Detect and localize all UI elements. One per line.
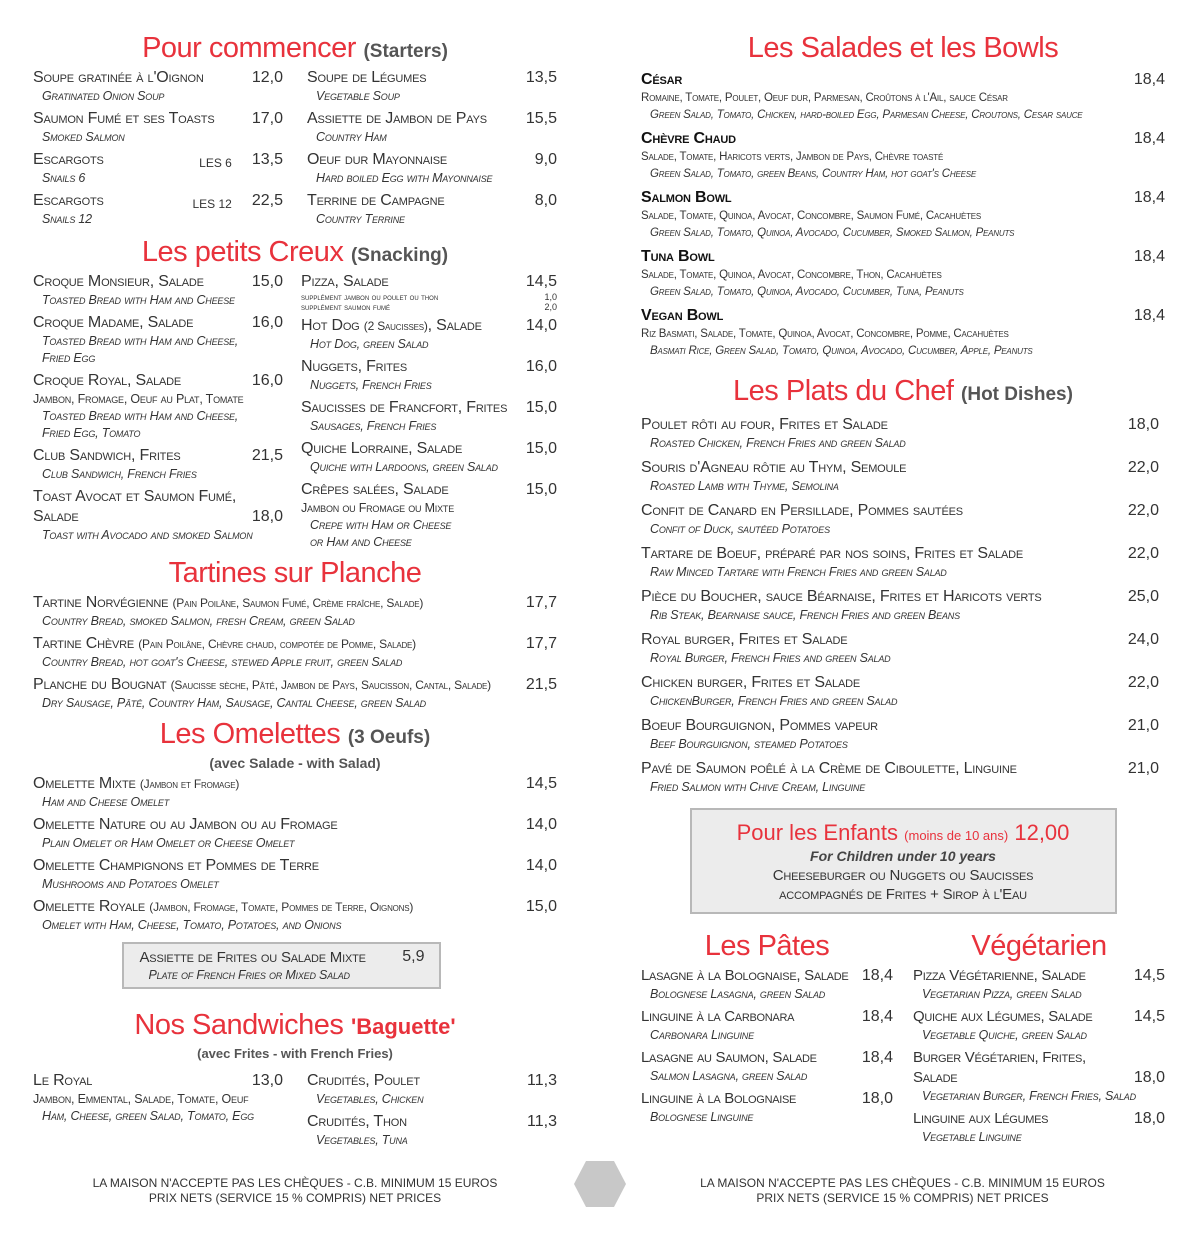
- menu-item: [641, 966, 893, 1003]
- item-name-detail: (Jambon, Fromage, Tomate, Pommes de Terre, Oignons): [149, 900, 414, 914]
- item-price: 22,5: [251, 192, 283, 209]
- menu-item: [307, 109, 557, 146]
- menu-item: [641, 458, 1159, 495]
- item-price: 18,4: [861, 1049, 893, 1066]
- menu-item: [33, 150, 283, 187]
- menu-item: [641, 716, 1159, 753]
- menu-item: [33, 68, 283, 105]
- item-english: Omelet with Ham, Cheese, Tomato, Potatoes, and Onions: [42, 918, 342, 932]
- menu-item: [307, 150, 557, 187]
- item-english: Crepe with Ham or Cheese: [310, 518, 452, 532]
- item-name: Pizza Végétarienne, Salade: [913, 967, 1086, 984]
- supplement-price: 1,0: [544, 292, 557, 302]
- sandwiches-grid: [33, 1071, 557, 1153]
- menu-item: [301, 480, 557, 551]
- item-english: Bolognese Linguine: [650, 1110, 754, 1124]
- item-english: Bolognese Lasagna, green Salad: [650, 987, 826, 1001]
- section-title-starters: Pour commencer (Starters): [142, 32, 448, 64]
- item-ingredients: Salade, Tomate, Quinoa, Avocat, Concombre, Saumon Fumé, Cacahuètes: [641, 210, 982, 222]
- item-name: Oeuf dur Mayonnaise: [307, 151, 448, 168]
- item-name: Pizza, Salade: [301, 273, 389, 290]
- item-english: Vegetables, Tuna: [316, 1133, 408, 1147]
- hexagon-ornament: [573, 1160, 627, 1208]
- sandwiches-list: [307, 1071, 557, 1153]
- snacking-grid: [33, 272, 557, 555]
- right-page: [641, 30, 1165, 1150]
- item-english: Sausages, French Fries: [310, 419, 437, 433]
- item-name: Croque Madame, Salade: [33, 314, 194, 331]
- item-price: 14,5: [525, 775, 557, 792]
- item-english: Green Salad, Tomato, Chicken, hard-boiled Egg, Parmesan Cheese, Croutons, Cesar sauce: [650, 109, 1083, 121]
- menu-item: [641, 306, 1165, 360]
- item-name: Confit de Canard en Persillade, Pommes sautées: [641, 502, 963, 519]
- sandwiches-list: [33, 1071, 283, 1153]
- item-english: Mushrooms and Potatoes Omelet: [42, 877, 219, 891]
- item-english: Beef Bourguignon, steamed Potatoes: [650, 737, 848, 751]
- item-price: 12,0: [251, 69, 283, 86]
- item-price: 15,0: [525, 481, 557, 498]
- kids-english: For Children under 10 years: [810, 848, 996, 864]
- item-price: 15,5: [525, 110, 557, 127]
- section-title-omelettes: Les Omelettes (3 Oeufs): [159, 718, 431, 750]
- menu-item: [33, 487, 283, 544]
- item-price: 13,5: [251, 151, 283, 168]
- menu-item: [641, 759, 1159, 796]
- item-name: Souris d'Agneau rôtie au Thym, Semoule: [641, 459, 907, 476]
- item-price: 18,0: [251, 508, 283, 525]
- item-price: 17,0: [251, 110, 283, 127]
- item-name: Nuggets, Frites: [301, 358, 408, 375]
- item-name: Omelette Nature ou au Jambon ou au Fromage: [33, 816, 338, 833]
- item-price: 16,0: [251, 372, 283, 389]
- item-price: 15,0: [251, 273, 283, 290]
- item-price: 18,4: [1133, 307, 1165, 324]
- item-name: Saumon Fumé et ses Toasts: [33, 110, 215, 127]
- menu-item: [641, 70, 1165, 124]
- item-price: 18,4: [1133, 130, 1165, 147]
- item-price: 18,0: [1127, 416, 1159, 433]
- item-quantity: LES 12: [192, 197, 232, 211]
- item-price: 5,9: [402, 948, 425, 965]
- menu-item: [301, 439, 557, 476]
- item-price: 22,0: [1127, 502, 1159, 519]
- item-english: Fried Salmon with Chive Cream, Linguine: [650, 780, 866, 794]
- menu-item: [33, 1071, 283, 1125]
- kids-title: Pour les Enfants (moins de 10 ans) 12,00: [736, 820, 1070, 845]
- menu-item: [33, 856, 557, 893]
- menu-item: [641, 247, 1165, 301]
- item-english: Green Salad, Tomato, Quinoa, Avocado, Cucumber, Tuna, Peanuts: [650, 286, 964, 298]
- section-title-plats: Les Plats du Chef (Hot Dishes): [733, 375, 1073, 407]
- footer-price-note: PRIX NETS (SERVICE 15 % COMPRIS) NET PRICES: [756, 1191, 1049, 1205]
- item-price: 14,5: [1133, 1008, 1165, 1025]
- item-price: 21,5: [525, 676, 557, 693]
- left-page: [33, 30, 557, 1153]
- item-price: 14,5: [525, 273, 557, 290]
- item-english: Smoked Salmon: [42, 130, 125, 144]
- item-name: Lasagne à la Bolognaise, Salade: [641, 967, 849, 984]
- pates-column: [641, 928, 893, 1150]
- item-name: Saucisses de Francfort, Frites: [301, 399, 508, 416]
- menu-item: [641, 1048, 893, 1085]
- menu-item: [33, 191, 283, 228]
- item-name: Linguine à la Carbonara: [641, 1008, 795, 1025]
- item-price: 24,0: [1127, 631, 1159, 648]
- item-name: Crêpes salées, Salade: [301, 481, 449, 498]
- menu-item: [33, 675, 557, 712]
- item-name: Quiche aux Légumes, Salade: [913, 1008, 1093, 1025]
- item-price: 22,0: [1127, 674, 1159, 691]
- item-english: Nuggets, French Fries: [310, 378, 432, 392]
- item-quantity: LES 6: [199, 156, 232, 170]
- footer-right: [640, 1176, 1165, 1206]
- item-name: Salmon Bowl: [641, 189, 732, 206]
- item-price: 14,0: [525, 317, 557, 334]
- section-title-vegetarien: Végétarien: [971, 930, 1107, 962]
- menu-item: [307, 191, 557, 228]
- menu-item: [913, 1109, 1165, 1146]
- item-name: Croque Royal, Salade: [33, 372, 182, 389]
- item-name: César: [641, 71, 683, 88]
- item-ingredients: Salade, Tomate, Haricots verts, Jambon de Pays, Chèvre toasté: [641, 151, 944, 163]
- item-price: 18,0: [861, 1090, 893, 1107]
- item-english: Royal Burger, French Fries and green Salad: [650, 651, 891, 665]
- item-name: Escargots: [33, 151, 104, 168]
- item-english: Country Bread, smoked Salmon, fresh Cream, green Salad: [42, 614, 355, 628]
- item-price: 14,5: [1133, 967, 1165, 984]
- item-price: 18,4: [861, 1008, 893, 1025]
- menu-item: [33, 593, 557, 630]
- kids-line1: Cheeseburger ou Nuggets ou Saucisses: [772, 867, 1034, 884]
- item-english: Vegetable Linguine: [922, 1130, 1022, 1144]
- item-name: Quiche Lorraine, Salade: [301, 440, 463, 457]
- menu-item: [641, 415, 1159, 452]
- starters-list: [307, 68, 557, 232]
- item-name: Omelette Champignons et Pommes de Terre: [33, 857, 319, 874]
- starters-list: [33, 68, 283, 232]
- footer-payment-note: LA MAISON N'ACCEPTE PAS LES CHÈQUES - C.B. MINIMUM 15 EUROS: [700, 1176, 1105, 1190]
- item-price: 17,7: [525, 594, 557, 611]
- item-name: Assiette de Frites ou Salade Mixte: [139, 949, 366, 966]
- item-name: Pavé de Saumon poêlé à la Crème de Ciboulette, Linguine: [641, 760, 1017, 777]
- item-english: Ham and Cheese Omelet: [42, 795, 170, 809]
- item-english: Roasted Lamb with Thyme, Semolina: [650, 479, 839, 493]
- vegetarien-column: [913, 928, 1165, 1150]
- item-name: Tuna Bowl: [641, 248, 715, 265]
- vegetarien-list: [913, 966, 1165, 1150]
- item-name: Pièce du Boucher, sauce Béarnaise, Frites et Haricots verts: [641, 588, 1042, 605]
- item-name: Omelette Mixte (Jambon et Fromage): [33, 775, 240, 792]
- item-english: Hard boiled Egg with Mayonnaise: [316, 171, 493, 185]
- section-title-pates: Les Pâtes: [704, 930, 830, 962]
- item-price: 9,0: [534, 151, 557, 168]
- section-title-tartines: Tartines sur Planche: [168, 557, 422, 589]
- item-name: Poulet rôti au four, Frites et Salade: [641, 416, 888, 433]
- item-name: Croque Monsieur, Salade: [33, 273, 204, 290]
- pates-list: [641, 966, 893, 1130]
- item-price: 14,0: [525, 816, 557, 833]
- item-price: 15,0: [525, 399, 557, 416]
- item-english: Vegetable Quiche, green Salad: [922, 1028, 1087, 1042]
- item-price: 18,0: [1133, 1110, 1165, 1127]
- item-price: 25,0: [1127, 588, 1159, 605]
- menu-item: [301, 357, 557, 394]
- item-english: Gratinated Onion Soup: [42, 89, 165, 103]
- menu-item: [641, 673, 1159, 710]
- item-ingredients: Jambon, Fromage, Oeuf au Plat, Tomate: [33, 392, 244, 406]
- footer-left: [30, 1176, 560, 1206]
- menu-item: [307, 68, 557, 105]
- item-english: Toasted Bread with Ham and Cheese: [42, 293, 235, 307]
- menu-item: [641, 1089, 893, 1126]
- item-name: Burger Végétarien, Frites, Salade: [913, 1049, 1086, 1086]
- item-english: Toasted Bread with Ham and Cheese,: [42, 409, 239, 423]
- menu-item: [33, 109, 283, 146]
- item-name: Crudités, Thon: [307, 1113, 407, 1130]
- item-name: Boeuf Bourguignon, Pommes vapeur: [641, 717, 878, 734]
- menu-item: [307, 1112, 557, 1149]
- item-name: Club Sandwich, Frites: [33, 447, 181, 464]
- item-name: Soupe gratinée à l'Oignon: [33, 69, 204, 86]
- item-english: Fried Egg: [42, 351, 96, 365]
- item-name: Le Royal: [33, 1072, 93, 1089]
- menu-item: [913, 1007, 1165, 1044]
- menu-item: [641, 544, 1159, 581]
- item-english: Basmati Rice, Green Salad, Tomato, Quinoa, Avocado, Cucumber, Apple, Peanuts: [650, 345, 1033, 357]
- item-name-detail: (Pain Poilâne, Saumon Fumé, Crème fraîche, Salade): [172, 596, 424, 610]
- item-name: Tartine Chèvre (Pain Poilâne, Chèvre chaud, compotée de Pomme, Salade): [33, 635, 416, 652]
- menu-item: [913, 966, 1165, 1003]
- item-english: Toasted Bread with Ham and Cheese,: [42, 334, 239, 348]
- item-english: Hot Dog, green Salad: [310, 337, 429, 351]
- item-price: 8,0: [534, 192, 557, 209]
- section-title-snacking: Les petits Creux (Snacking): [141, 236, 449, 268]
- item-price: 18,4: [1133, 189, 1165, 206]
- tartines-list: [33, 593, 557, 716]
- plats-list: [641, 415, 1159, 802]
- menu-item: [33, 446, 283, 483]
- item-name: Hot Dog (2 Saucisses), Salade: [301, 317, 482, 334]
- item-english: Green Salad, Tomato, green Beans, Country Ham, hot goat's Cheese: [650, 168, 977, 180]
- item-name: Royal burger, Frites et Salade: [641, 631, 848, 648]
- item-english: Plate of French Fries or Mixed Salad: [148, 968, 350, 982]
- item-name-detail: (Jambon et Fromage): [139, 777, 240, 791]
- menu-item: [33, 272, 283, 309]
- item-name: Soupe de Légumes: [307, 69, 427, 86]
- item-english: Confit of Duck, sautéed Potatoes: [650, 522, 830, 536]
- item-price: 18,4: [861, 967, 893, 984]
- item-ingredients: Jambon ou Fromage ou Mixte: [301, 501, 455, 515]
- item-price: 16,0: [525, 358, 557, 375]
- item-price: 21,0: [1127, 760, 1159, 777]
- item-name-detail: (Saucisse sèche, Pâté, Jambon de Pays, Saucisson, Cantal, Salade): [170, 678, 491, 692]
- item-price: 21,5: [251, 447, 283, 464]
- item-english: Country Terrine: [316, 212, 405, 226]
- starters-grid: [33, 68, 557, 232]
- salads-list: [641, 70, 1165, 365]
- item-english: Club Sandwich, French Fries: [42, 467, 197, 481]
- item-supplement: supplément jambon ou poulet ou thon 1,0: [301, 292, 557, 302]
- item-price: 17,7: [525, 635, 557, 652]
- supplement-price: 2,0: [544, 302, 557, 312]
- item-english: Snails 6: [42, 171, 86, 185]
- item-name: Omelette Royale (Jambon, Fromage, Tomate, Pommes de Terre, Oignons): [33, 898, 414, 915]
- item-name: Tartine Norvégienne (Pain Poilâne, Saumon Fumé, Crème fraîche, Salade): [33, 594, 424, 611]
- item-price: 14,0: [525, 857, 557, 874]
- item-price: 18,4: [1133, 248, 1165, 265]
- item-price: 18,0: [1133, 1069, 1165, 1086]
- item-name: Lasagne au Saumon, Salade: [641, 1049, 817, 1066]
- item-english: Country Ham: [316, 130, 387, 144]
- item-name: Vegan Bowl: [641, 307, 724, 324]
- menu-item: [641, 587, 1159, 624]
- item-ingredients: Jambon, Emmental, Salade, Tomate, Oeuf: [33, 1092, 249, 1106]
- item-price: 22,0: [1127, 545, 1159, 562]
- sandwiches-subtitle: (avec Frites - with French Fries): [197, 1046, 393, 1061]
- menu-item: [33, 313, 283, 367]
- item-english: Fried Egg, Tomato: [42, 426, 141, 440]
- omelettes-list: [33, 774, 557, 938]
- item-english: Plain Omelet or Ham Omelet or Cheese Omelet: [42, 836, 295, 850]
- menu-item: [33, 774, 557, 811]
- menu-item: [301, 398, 557, 435]
- item-name: Linguine à la Bolognaise: [641, 1090, 797, 1107]
- item-name: Toast Avocat et Saumon Fumé, Salade: [33, 488, 237, 525]
- item-name: Linguine aux Légumes: [913, 1110, 1049, 1127]
- item-name: Chèvre Chaud: [641, 130, 736, 147]
- item-english: Vegetarian Pizza, green Salad: [922, 987, 1082, 1001]
- snacking-list: [301, 272, 557, 555]
- omelettes-subtitle: (avec Salade - with Salad): [209, 755, 381, 771]
- item-name: Crudités, Poulet: [307, 1072, 420, 1089]
- menu-item: [307, 1071, 557, 1108]
- item-english: Raw Minced Tartare with French Fries and green Salad: [650, 565, 947, 579]
- item-name: Terrine de Campagne: [307, 192, 445, 209]
- item-ingredients: Salade, Tomate, Quinoa, Avocat, Concombre, Thon, Cacahuètes: [641, 269, 942, 281]
- item-name: Chicken burger, Frites et Salade: [641, 674, 860, 691]
- menu-item: [641, 129, 1165, 183]
- item-english: Snails 12: [42, 212, 92, 226]
- menu-item: [33, 371, 283, 442]
- item-english: or Ham and Cheese: [310, 535, 412, 549]
- item-english: Toast with Avocado and smoked Salmon: [42, 528, 253, 542]
- footer-payment-note: LA MAISON N'ACCEPTE PAS LES CHÈQUES - C.B. MINIMUM 15 EUROS: [92, 1176, 498, 1190]
- item-price: 22,0: [1127, 459, 1159, 476]
- menu-item: [301, 316, 557, 353]
- kids-price: 12,00: [1014, 820, 1070, 845]
- menu-item: [33, 897, 557, 934]
- menu-item: [641, 630, 1159, 667]
- item-english: Ham, Cheese, green Salad, Tomato, Egg: [42, 1109, 254, 1123]
- menu-item: [641, 188, 1165, 242]
- item-english: Vegetarian Burger, French Fries, Salad: [922, 1089, 1136, 1103]
- menu-item: [913, 1048, 1165, 1105]
- item-english: Dry Sausage, Pâté, Country Ham, Sausage, Cantal Cheese, green Salad: [42, 696, 426, 710]
- item-english: Roasted Chicken, French Fries and green Salad: [650, 436, 906, 450]
- item-english: ChickenBurger, French Fries and green Salad: [650, 694, 898, 708]
- item-english: Quiche with Lardoons, green Salad: [310, 460, 498, 474]
- footer-price-note: PRIX NETS (SERVICE 15 % COMPRIS) NET PRICES: [148, 1191, 442, 1205]
- item-name-detail: (Pain Poilâne, Chèvre chaud, compotée de Pomme, Salade): [138, 637, 416, 651]
- item-name: Planche du Bougnat (Saucisse sèche, Pâté, Jambon de Pays, Saucisson, Cantal, Salade): [33, 676, 491, 693]
- item-english: Vegetable Soup: [316, 89, 400, 103]
- kids-line2: accompagnés de Frites + Sirop à l'Eau: [779, 886, 1027, 903]
- menu-item: [641, 1007, 893, 1044]
- item-name: Escargots: [33, 192, 104, 209]
- side-dish-box: [122, 942, 441, 989]
- item-name: Assiette de Jambon de Pays: [307, 110, 487, 127]
- menu-item: [301, 272, 557, 312]
- menu-item: [33, 815, 557, 852]
- section-title-salads: Les Salades et les Bowls: [747, 32, 1059, 64]
- item-ingredients: Romaine, Tomate, Poulet, Oeuf dur, Parmesan, Croûtons à l'Ail, sauce César: [641, 92, 1008, 104]
- item-ingredients: Riz Basmati, Salade, Tomate, Quinoa, Avocat, Concombre, Pomme, Cacahuètes: [641, 328, 1009, 340]
- item-english: Rib Steak, Bearnaise sauce, French Fries and green Beans: [650, 608, 960, 622]
- item-english: Carbonara Linguine: [650, 1028, 754, 1042]
- item-price: 18,4: [1133, 71, 1165, 88]
- item-name: Tartare de Boeuf, préparé par nos soins, Frites et Salade: [641, 545, 1023, 562]
- item-price: 15,0: [525, 440, 557, 457]
- menu-item: [641, 501, 1159, 538]
- item-name-detail: (2 Saucisses): [363, 319, 428, 333]
- item-price: 11,3: [527, 1113, 557, 1130]
- item-supplement: supplément saumon fumé 2,0: [301, 302, 557, 312]
- item-price: 16,0: [251, 314, 283, 331]
- item-price: 13,5: [525, 69, 557, 86]
- kids-menu-box: [690, 808, 1117, 914]
- item-english: Country Bread, hot goat's Cheese, stewed Apple fruit, green Salad: [42, 655, 403, 669]
- pates-vege-grid: [641, 928, 1165, 1150]
- item-price: 21,0: [1127, 717, 1159, 734]
- item-english: Green Salad, Tomato, Quinoa, Avocado, Cucumber, Smoked Salmon, Peanuts: [650, 227, 1015, 239]
- item-english: Vegetables, Chicken: [316, 1092, 424, 1106]
- snacking-list: [33, 272, 283, 555]
- item-price: 15,0: [525, 898, 557, 915]
- item-english: Salmon Lasagna, green Salad: [650, 1069, 808, 1083]
- section-title-sandwiches: Nos Sandwiches 'Baguette': [134, 1009, 456, 1041]
- menu-item: [33, 634, 557, 671]
- item-price: 11,3: [527, 1072, 557, 1089]
- item-price: 13,0: [251, 1072, 283, 1089]
